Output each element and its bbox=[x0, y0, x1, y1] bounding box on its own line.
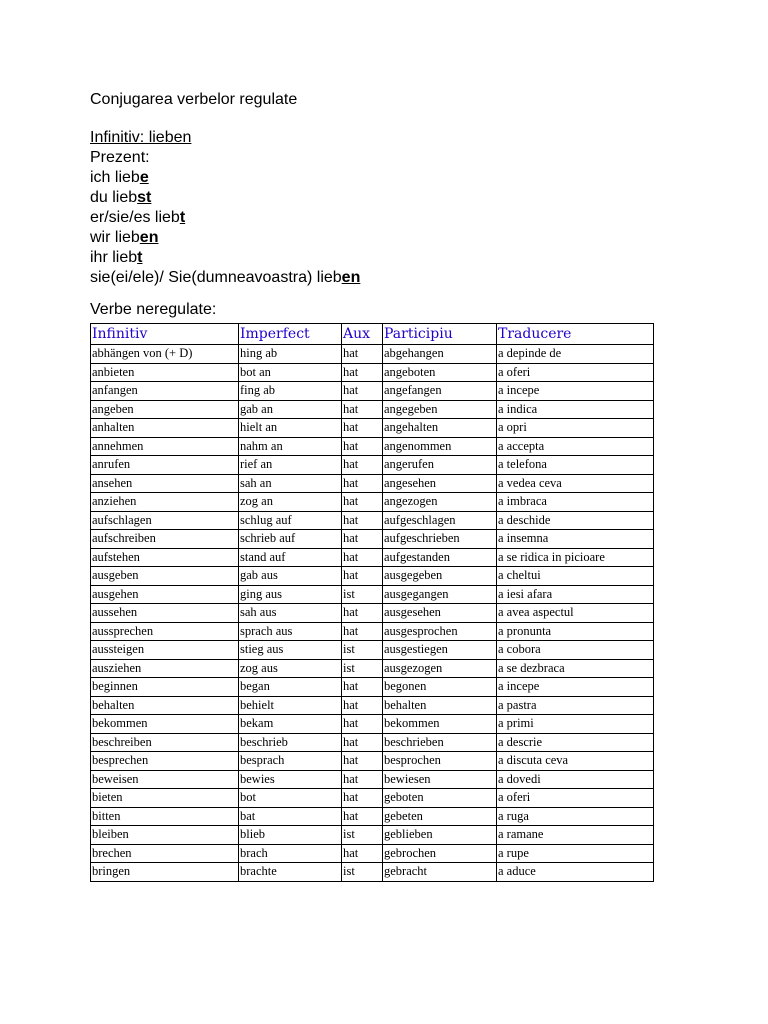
conjugation-ending: en bbox=[139, 229, 159, 246]
infinitiv-cell: ausgehen bbox=[91, 585, 239, 604]
imperfect-cell: bewies bbox=[239, 770, 342, 789]
imperfect-cell: brachte bbox=[239, 863, 342, 882]
document-page bbox=[90, 90, 655, 882]
infinitiv-cell: beginnen bbox=[91, 678, 239, 697]
aux-cell: hat bbox=[342, 715, 383, 734]
participiu-cell: angesehen bbox=[383, 474, 497, 493]
infinitiv-cell: aussteigen bbox=[91, 641, 239, 660]
participiu-cell: behalten bbox=[383, 696, 497, 715]
aux-cell: hat bbox=[342, 493, 383, 512]
table-row bbox=[91, 770, 654, 789]
imperfect-cell: schlug auf bbox=[239, 511, 342, 530]
table-body bbox=[91, 345, 654, 882]
traducere-cell: a cobora bbox=[497, 641, 654, 660]
table-row bbox=[91, 826, 654, 845]
table-row bbox=[91, 641, 654, 660]
imperfect-cell: sah an bbox=[239, 474, 342, 493]
aux-cell: hat bbox=[342, 807, 383, 826]
header-participiu: Participiu bbox=[383, 324, 497, 345]
traducere-cell: a imbraca bbox=[497, 493, 654, 512]
imperfect-cell: beschrieb bbox=[239, 733, 342, 752]
table-row bbox=[91, 437, 654, 456]
traducere-cell: a pastra bbox=[497, 696, 654, 715]
table-row bbox=[91, 659, 654, 678]
traducere-cell: a dovedi bbox=[497, 770, 654, 789]
participiu-cell: gebrochen bbox=[383, 844, 497, 863]
participiu-cell: geblieben bbox=[383, 826, 497, 845]
traducere-cell: a oferi bbox=[497, 789, 654, 808]
aux-cell: hat bbox=[342, 382, 383, 401]
table-row bbox=[91, 678, 654, 697]
infinitiv-cell: aussprechen bbox=[91, 622, 239, 641]
aux-cell: ist bbox=[342, 863, 383, 882]
traducere-cell: a discuta ceva bbox=[497, 752, 654, 771]
conjugation-stem: du lieb bbox=[90, 189, 138, 206]
imperfect-cell: gab aus bbox=[239, 567, 342, 586]
traducere-cell: a se ridica in picioare bbox=[497, 548, 654, 567]
table-header-row bbox=[91, 324, 654, 345]
aux-cell: ist bbox=[342, 585, 383, 604]
aux-cell: hat bbox=[342, 789, 383, 808]
imperfect-cell: began bbox=[239, 678, 342, 697]
document-title: Conjugarea verbelor regulate bbox=[90, 91, 298, 108]
conjugation-line bbox=[90, 208, 655, 228]
traducere-cell: a avea aspectul bbox=[497, 604, 654, 623]
participiu-cell: angefangen bbox=[383, 382, 497, 401]
aux-cell: hat bbox=[342, 345, 383, 364]
aux-cell: ist bbox=[342, 826, 383, 845]
traducere-cell: a descrie bbox=[497, 733, 654, 752]
aux-cell: hat bbox=[342, 733, 383, 752]
table-row bbox=[91, 585, 654, 604]
imperfect-cell: hielt an bbox=[239, 419, 342, 438]
aux-cell: hat bbox=[342, 530, 383, 549]
infinitiv-cell: anziehen bbox=[91, 493, 239, 512]
infinitiv-heading: Infinitiv: lieben bbox=[90, 129, 192, 146]
infinitiv-cell: beschreiben bbox=[91, 733, 239, 752]
traducere-cell: a ramane bbox=[497, 826, 654, 845]
aux-cell: hat bbox=[342, 770, 383, 789]
aux-cell: ist bbox=[342, 659, 383, 678]
participiu-cell: ausgesprochen bbox=[383, 622, 497, 641]
infinitiv-cell: abhängen von (+ D) bbox=[91, 345, 239, 364]
participiu-cell: ausgestiegen bbox=[383, 641, 497, 660]
conjugation-line bbox=[90, 248, 655, 268]
infinitiv-cell: bleiben bbox=[91, 826, 239, 845]
table-row bbox=[91, 696, 654, 715]
conjugation-list bbox=[90, 168, 655, 288]
table-row bbox=[91, 530, 654, 549]
participiu-cell: angenommen bbox=[383, 437, 497, 456]
conjugation-line bbox=[90, 188, 655, 208]
participiu-cell: ausgegangen bbox=[383, 585, 497, 604]
table-row bbox=[91, 493, 654, 512]
participiu-cell: aufgeschrieben bbox=[383, 530, 497, 549]
traducere-cell: a cheltui bbox=[497, 567, 654, 586]
aux-cell: ist bbox=[342, 641, 383, 660]
infinitiv-cell: aufschreiben bbox=[91, 530, 239, 549]
table-row bbox=[91, 863, 654, 882]
traducere-cell: a rupe bbox=[497, 844, 654, 863]
header-infinitiv: Infinitiv bbox=[91, 324, 239, 345]
header-imperfect: Imperfect bbox=[239, 324, 342, 345]
table-row bbox=[91, 752, 654, 771]
infinitiv-cell: annehmen bbox=[91, 437, 239, 456]
imperfect-cell: bot bbox=[239, 789, 342, 808]
traducere-cell: a deschide bbox=[497, 511, 654, 530]
participiu-cell: abgehangen bbox=[383, 345, 497, 364]
conjugation-stem: ihr lieb bbox=[90, 249, 138, 266]
aux-cell: hat bbox=[342, 678, 383, 697]
aux-cell: hat bbox=[342, 696, 383, 715]
infinitiv-cell: aufstehen bbox=[91, 548, 239, 567]
table-row bbox=[91, 789, 654, 808]
infinitiv-cell: aussehen bbox=[91, 604, 239, 623]
traducere-cell: a aduce bbox=[497, 863, 654, 882]
aux-cell: hat bbox=[342, 437, 383, 456]
imperfect-cell: blieb bbox=[239, 826, 342, 845]
participiu-cell: gebeten bbox=[383, 807, 497, 826]
traducere-cell: a iesi afara bbox=[497, 585, 654, 604]
conjugation-ending: st bbox=[137, 189, 152, 206]
imperfect-cell: schrieb auf bbox=[239, 530, 342, 549]
aux-cell: hat bbox=[342, 511, 383, 530]
participiu-cell: angezogen bbox=[383, 493, 497, 512]
participiu-cell: ausgegeben bbox=[383, 567, 497, 586]
table-row bbox=[91, 548, 654, 567]
traducere-cell: a opri bbox=[497, 419, 654, 438]
infinitiv-cell: anhalten bbox=[91, 419, 239, 438]
infinitiv-cell: anfangen bbox=[91, 382, 239, 401]
aux-cell: hat bbox=[342, 419, 383, 438]
traducere-cell: a insemna bbox=[497, 530, 654, 549]
infinitiv-cell: aufschlagen bbox=[91, 511, 239, 530]
infinitiv-cell: beweisen bbox=[91, 770, 239, 789]
conjugation-line bbox=[90, 228, 655, 248]
participiu-cell: bekommen bbox=[383, 715, 497, 734]
infinitiv-cell: besprechen bbox=[91, 752, 239, 771]
imperfect-cell: stieg aus bbox=[239, 641, 342, 660]
traducere-cell: a accepta bbox=[497, 437, 654, 456]
table-row bbox=[91, 345, 654, 364]
table-row bbox=[91, 382, 654, 401]
traducere-cell: a primi bbox=[497, 715, 654, 734]
traducere-cell: a indica bbox=[497, 400, 654, 419]
aux-cell: hat bbox=[342, 400, 383, 419]
participiu-cell: aufgeschlagen bbox=[383, 511, 497, 530]
imperfect-cell: fing ab bbox=[239, 382, 342, 401]
infinitiv-cell: ausgeben bbox=[91, 567, 239, 586]
infinitiv-cell: ansehen bbox=[91, 474, 239, 493]
table-row bbox=[91, 622, 654, 641]
imperfect-cell: bot an bbox=[239, 363, 342, 382]
participiu-cell: angeboten bbox=[383, 363, 497, 382]
traducere-cell: a incepe bbox=[497, 382, 654, 401]
participiu-cell: gebracht bbox=[383, 863, 497, 882]
imperfect-cell: gab an bbox=[239, 400, 342, 419]
imperfect-cell: bat bbox=[239, 807, 342, 826]
aux-cell: hat bbox=[342, 752, 383, 771]
imperfect-cell: zog aus bbox=[239, 659, 342, 678]
table-row bbox=[91, 715, 654, 734]
infinitiv-cell: behalten bbox=[91, 696, 239, 715]
table-row bbox=[91, 511, 654, 530]
irregular-verbs-table bbox=[90, 323, 654, 882]
traducere-cell: a oferi bbox=[497, 363, 654, 382]
header-aux: Aux bbox=[342, 324, 383, 345]
imperfect-cell: ging aus bbox=[239, 585, 342, 604]
imperfect-cell: hing ab bbox=[239, 345, 342, 364]
participiu-cell: angerufen bbox=[383, 456, 497, 475]
conjugation-ending: t bbox=[137, 249, 143, 266]
table-row bbox=[91, 363, 654, 382]
aux-cell: hat bbox=[342, 622, 383, 641]
imperfect-cell: stand auf bbox=[239, 548, 342, 567]
infinitiv-cell: ausziehen bbox=[91, 659, 239, 678]
conjugation-stem: sie(ei/ele)/ Sie(dumneavoastra) lieb bbox=[90, 269, 342, 286]
table-row bbox=[91, 474, 654, 493]
table-row bbox=[91, 733, 654, 752]
conjugation-stem: wir lieb bbox=[90, 229, 140, 246]
aux-cell: hat bbox=[342, 456, 383, 475]
participiu-cell: begonen bbox=[383, 678, 497, 697]
infinitiv-cell: anrufen bbox=[91, 456, 239, 475]
table-row bbox=[91, 604, 654, 623]
imperfect-cell: bekam bbox=[239, 715, 342, 734]
participiu-cell: geboten bbox=[383, 789, 497, 808]
header-traducere: Traducere bbox=[497, 324, 654, 345]
participiu-cell: angehalten bbox=[383, 419, 497, 438]
participiu-cell: aufgestanden bbox=[383, 548, 497, 567]
traducere-cell: a incepe bbox=[497, 678, 654, 697]
aux-cell: hat bbox=[342, 567, 383, 586]
traducere-cell: a telefona bbox=[497, 456, 654, 475]
participiu-cell: besprochen bbox=[383, 752, 497, 771]
traducere-cell: a depinde de bbox=[497, 345, 654, 364]
table-row bbox=[91, 844, 654, 863]
imperfect-cell: zog an bbox=[239, 493, 342, 512]
conjugation-ending: t bbox=[179, 209, 186, 226]
irregular-verbs-title: Verbe neregulate: bbox=[90, 301, 217, 318]
conjugation-line bbox=[90, 268, 655, 288]
aux-cell: hat bbox=[342, 363, 383, 382]
table-row bbox=[91, 807, 654, 826]
aux-cell: hat bbox=[342, 474, 383, 493]
aux-cell: hat bbox=[342, 548, 383, 567]
imperfect-cell: sah aus bbox=[239, 604, 342, 623]
conjugation-line bbox=[90, 168, 655, 188]
infinitiv-cell: anbieten bbox=[91, 363, 239, 382]
conjugation-ending: en bbox=[341, 269, 361, 286]
participiu-cell: ausgezogen bbox=[383, 659, 497, 678]
conjugation-stem: er/sie/es lieb bbox=[90, 209, 180, 226]
infinitiv-cell: angeben bbox=[91, 400, 239, 419]
conjugation-ending: e bbox=[139, 169, 149, 186]
traducere-cell: a ruga bbox=[497, 807, 654, 826]
table-row bbox=[91, 419, 654, 438]
traducere-cell: a pronunta bbox=[497, 622, 654, 641]
participiu-cell: beschrieben bbox=[383, 733, 497, 752]
imperfect-cell: brach bbox=[239, 844, 342, 863]
table-row bbox=[91, 567, 654, 586]
table-row bbox=[91, 400, 654, 419]
participiu-cell: ausgesehen bbox=[383, 604, 497, 623]
imperfect-cell: besprach bbox=[239, 752, 342, 771]
prezent-label: Prezent: bbox=[90, 149, 150, 166]
infinitiv-cell: brechen bbox=[91, 844, 239, 863]
conjugation-stem: ich lieb bbox=[90, 169, 140, 186]
traducere-cell: a se dezbraca bbox=[497, 659, 654, 678]
infinitiv-cell: bringen bbox=[91, 863, 239, 882]
table-row bbox=[91, 456, 654, 475]
imperfect-cell: sprach aus bbox=[239, 622, 342, 641]
participiu-cell: angegeben bbox=[383, 400, 497, 419]
infinitiv-cell: bitten bbox=[91, 807, 239, 826]
imperfect-cell: behielt bbox=[239, 696, 342, 715]
traducere-cell: a vedea ceva bbox=[497, 474, 654, 493]
infinitiv-cell: bekommen bbox=[91, 715, 239, 734]
aux-cell: hat bbox=[342, 604, 383, 623]
imperfect-cell: rief an bbox=[239, 456, 342, 475]
imperfect-cell: nahm an bbox=[239, 437, 342, 456]
infinitiv-cell: bieten bbox=[91, 789, 239, 808]
participiu-cell: bewiesen bbox=[383, 770, 497, 789]
aux-cell: hat bbox=[342, 844, 383, 863]
